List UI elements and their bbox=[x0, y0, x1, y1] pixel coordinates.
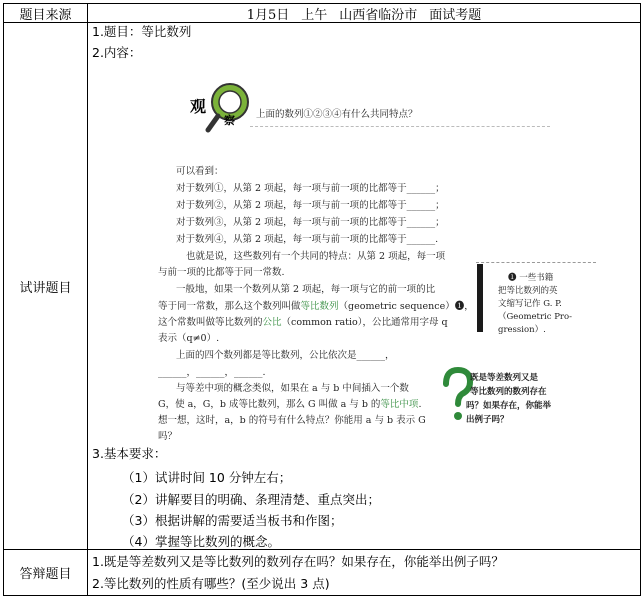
book-line-17: 吗？ bbox=[158, 431, 178, 442]
note1-line-4: （Geometric Pro- bbox=[498, 312, 572, 322]
book-line-10-text: 这个常数叫做等比数列的 bbox=[158, 317, 263, 328]
observe-question: 上面的数列①②③④有什么共同特点？ bbox=[256, 109, 418, 120]
note2-line-1: 既是等差数列又是 bbox=[470, 373, 539, 383]
source-label: 题目来源 bbox=[19, 7, 72, 23]
note1-line-2: 把等比数列的英 bbox=[498, 286, 558, 296]
exam-title bbox=[88, 4, 640, 22]
table-border-right bbox=[640, 3, 641, 596]
note2-line-3: 吗？如果存在，你能举 bbox=[466, 401, 552, 411]
term-ratio: 公比 bbox=[262, 317, 282, 328]
observe-divider bbox=[250, 126, 550, 127]
defense-question-2: 2.等比数列的性质有哪些？(至少说出 3 点) bbox=[92, 576, 330, 591]
exam-type: 面试考题 bbox=[429, 7, 482, 23]
book-line-1: 可以看到： bbox=[176, 166, 224, 177]
trial-row-label: 试讲题目 bbox=[19, 280, 72, 296]
book-line-9-text: 等于同一常数，那么这个数列叫做 bbox=[158, 301, 301, 312]
table-divider-defense bbox=[3, 549, 641, 550]
note1-line-5: gression）. bbox=[498, 325, 546, 335]
book-line-15-text: G，使 a，G，b 成等比数列，那么 G 叫做 a 与 b 的 bbox=[158, 399, 381, 410]
note2-line-4: 出例子吗？ bbox=[466, 415, 509, 425]
term-geometric: 等比数列 bbox=[300, 301, 339, 312]
book-line-3: 对于数列②，从第 2 项起，每一项与前一项的比都等于______； bbox=[176, 200, 445, 211]
note2-line-2: 等比数列的数列存在 bbox=[470, 387, 547, 397]
requirement-2: （2）讲解要目的明确、条理清楚、重点突出； bbox=[122, 492, 380, 507]
defense-row-label: 答辩题目 bbox=[19, 567, 72, 582]
requirement-1: （1）试讲时间 10 分钟左右； bbox=[122, 470, 292, 485]
book-line-2: 对于数列①，从第 2 项起，每一项与前一项的比都等于______； bbox=[176, 183, 445, 194]
book-line-16: 想一想，这时，a，b 的符号有什么特点？你能用 a 与 b 表示 G bbox=[158, 415, 426, 426]
trial-topic: 1.题目：等比数列 bbox=[92, 24, 192, 39]
exam-place: 山西省临汾市 bbox=[339, 7, 418, 23]
note1-line-1: ❶ 一些书籍 bbox=[508, 273, 554, 283]
content-label: 2.内容： bbox=[92, 45, 142, 60]
book-line-10 bbox=[158, 314, 448, 331]
term-middle-tail: . bbox=[418, 399, 422, 410]
book-line-8: 一般地，如果一个数列从第 2 项起，每一项与它的前一项的比 bbox=[176, 284, 436, 295]
observe-big-char: 观 bbox=[190, 97, 207, 116]
requirement-4: （4）掌握等比数列的概念。 bbox=[122, 534, 280, 549]
observe-small-char: 察 bbox=[224, 114, 235, 127]
book-line-4: 对于数列③，从第 2 项起，每一项与前一项的比都等于______； bbox=[176, 217, 445, 228]
book-line-9 bbox=[158, 298, 474, 315]
note1-top-rule bbox=[476, 262, 596, 263]
book-line-7: 与前一项的比都等于同一常数. bbox=[158, 267, 285, 278]
term-geometric-en: （geometric sequence）❶， bbox=[338, 301, 474, 312]
exam-time: 上午 bbox=[301, 7, 328, 23]
defense-question-1: 1.既是等差数列又是等比数列的数列存在吗？如果存在，你能举出例子吗？ bbox=[92, 554, 504, 569]
table-border-bottom bbox=[3, 595, 641, 596]
table-column-divider bbox=[87, 3, 88, 596]
book-line-13: ______，______，______. bbox=[158, 367, 266, 378]
note1-line-3: 文缩写记作 G. P. bbox=[498, 299, 562, 309]
term-ratio-en: （common ratio），公比通常用字母 q bbox=[281, 317, 448, 328]
requirements-label: 3.基本要求： bbox=[92, 446, 167, 461]
exam-date: 1月5日 bbox=[246, 7, 290, 23]
requirement-3: （3）根据讲解的需要适当板书和作图； bbox=[122, 513, 343, 528]
book-line-12: 上面的四个数列都是等比数列，公比依次是______， bbox=[176, 350, 395, 361]
book-line-6: 也就是说，这些数列有一个共同的特点：从第 2 项起，每一项 bbox=[186, 251, 446, 262]
book-line-11: 表示（q≠0）. bbox=[158, 333, 220, 344]
book-line-15 bbox=[158, 396, 421, 413]
note1-bar bbox=[477, 264, 483, 332]
observe-badge bbox=[186, 76, 266, 138]
term-middle: 等比中项 bbox=[380, 399, 419, 410]
book-line-14: 与等差中项的概念类似，如果在 a 与 b 中间插入一个数 bbox=[176, 383, 409, 394]
book-line-5: 对于数列④，从第 2 项起，每一项与前一项的比都等于______. bbox=[176, 234, 439, 245]
